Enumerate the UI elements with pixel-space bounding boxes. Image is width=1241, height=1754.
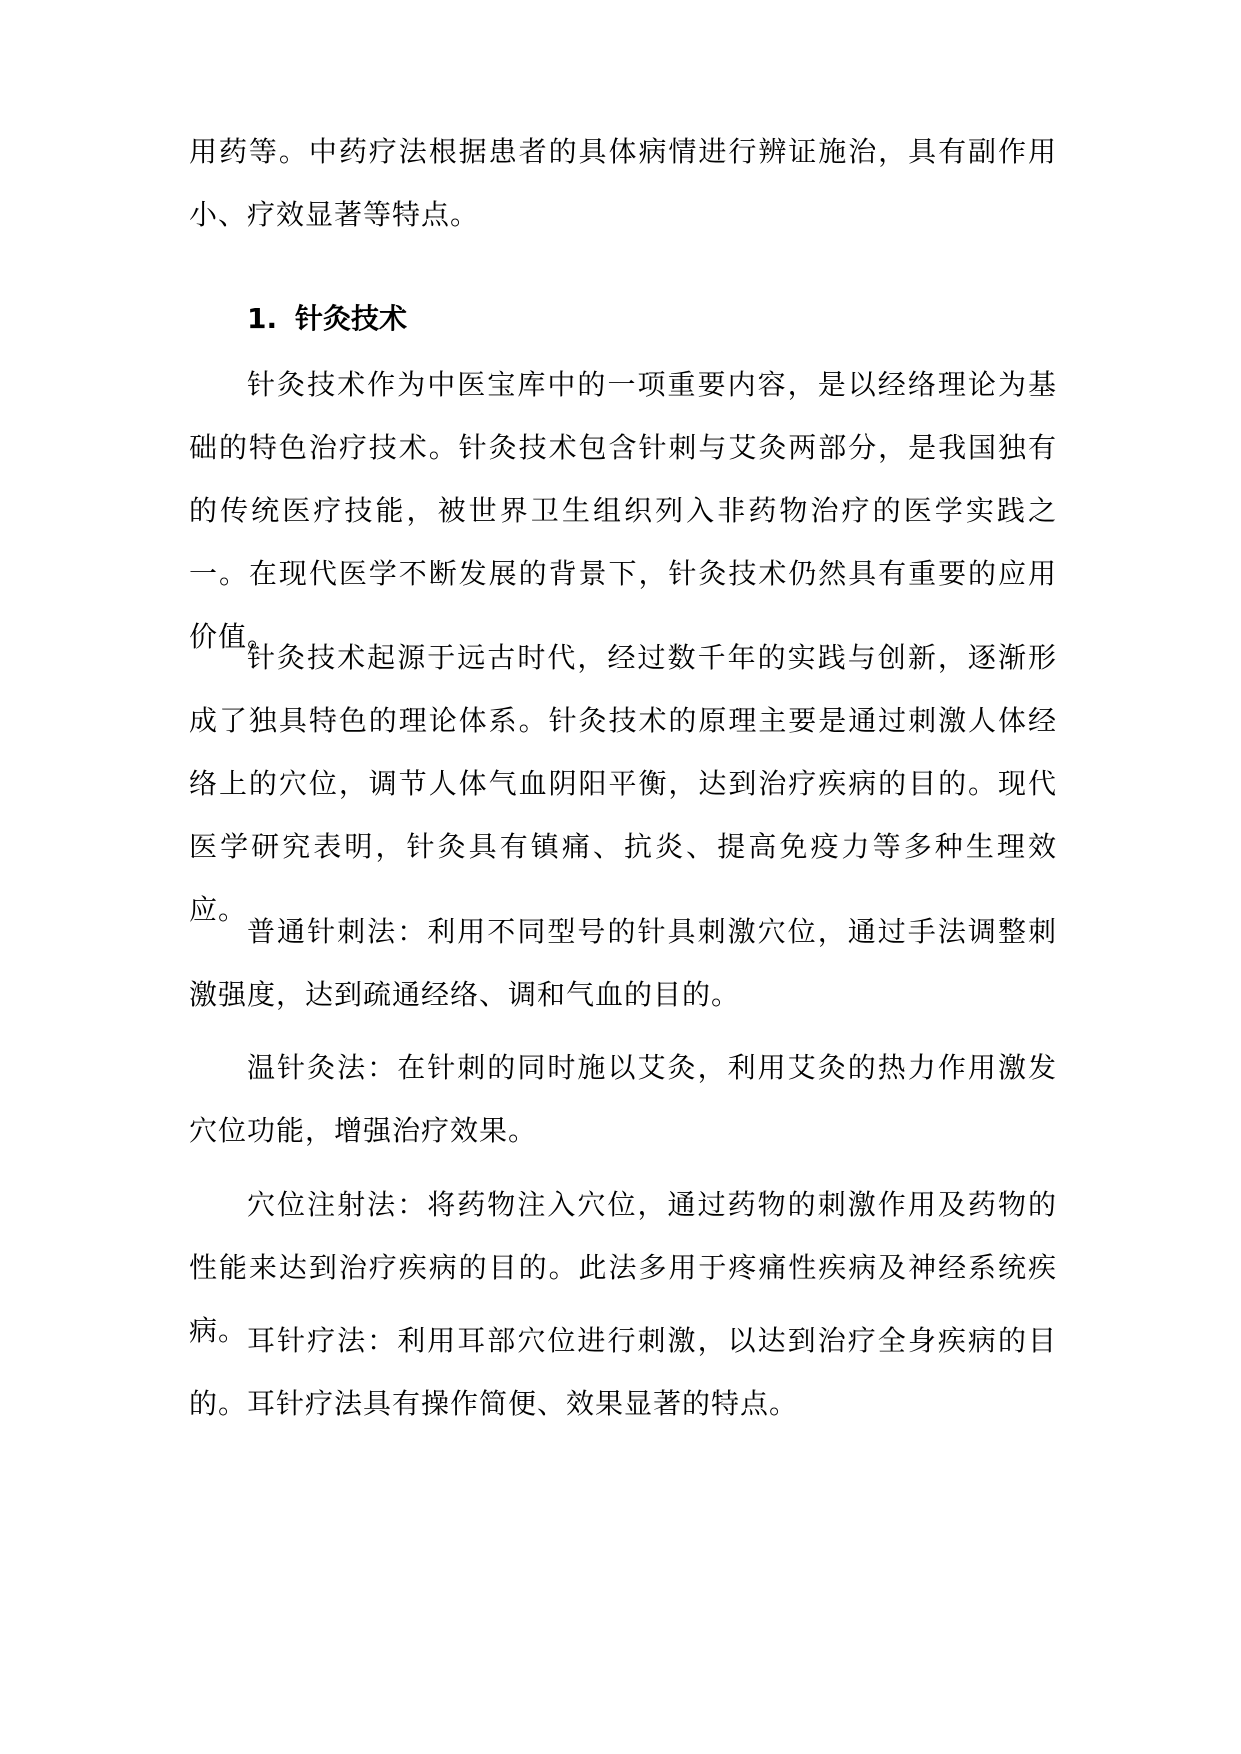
paragraph: 针灸技术起源于远古时代，经过数千年的实践与创新，逐渐形成了独具特色的理论体系。针灸技术的原理主要是通过刺激人体经络上的穴位，调节人体气血阴阳平衡，达到治疗疾病的目的。现代医学研究表明，针灸具有镇痛、抗炎、提高免疫力等多种生理效应。 (189, 641, 1057, 926)
paragraph: 温针灸法：在针刺的同时施以艾灸，利用艾灸的热力作用激发穴位功能，增强治疗效果。 (189, 1051, 1057, 1147)
section-heading (247, 287, 407, 350)
paragraph: 普通针刺法：利用不同型号的针具刺激穴位，通过手法调整刺激强度，达到疏通经络、调和气血的目的。 (189, 915, 1057, 1011)
paragraph: 穴位注射法：将药物注入穴位，通过药物的刺激作用及药物的性能来达到治疗疾病的目的。此法多用于疼痛性疾病及神经系统疾病。 (189, 1188, 1057, 1347)
section-title: 针灸技术 (295, 302, 408, 335)
section-number: 1. (247, 302, 278, 335)
paragraph: 针灸技术作为中医宝库中的一项重要内容，是以经络理论为基础的特色治疗技术。针灸技术包含针刺与艾灸两部分，是我国独有的传统医疗技能，被世界卫生组织列入非药物治疗的医学实践之一。在现代医学不断发展的背景下，针灸技术仍然具有重要的应用价值。 (189, 368, 1057, 653)
paragraph: 耳针疗法：利用耳部穴位进行刺激，以达到治疗全身疾病的目的。耳针疗法具有操作简便、效果显著的特点。 (189, 1324, 1057, 1420)
paragraph-continued: 用药等。中药疗法根据患者的具体病情进行辨证施治，具有副作用小、疗效显著等特点。 (189, 135, 1057, 231)
